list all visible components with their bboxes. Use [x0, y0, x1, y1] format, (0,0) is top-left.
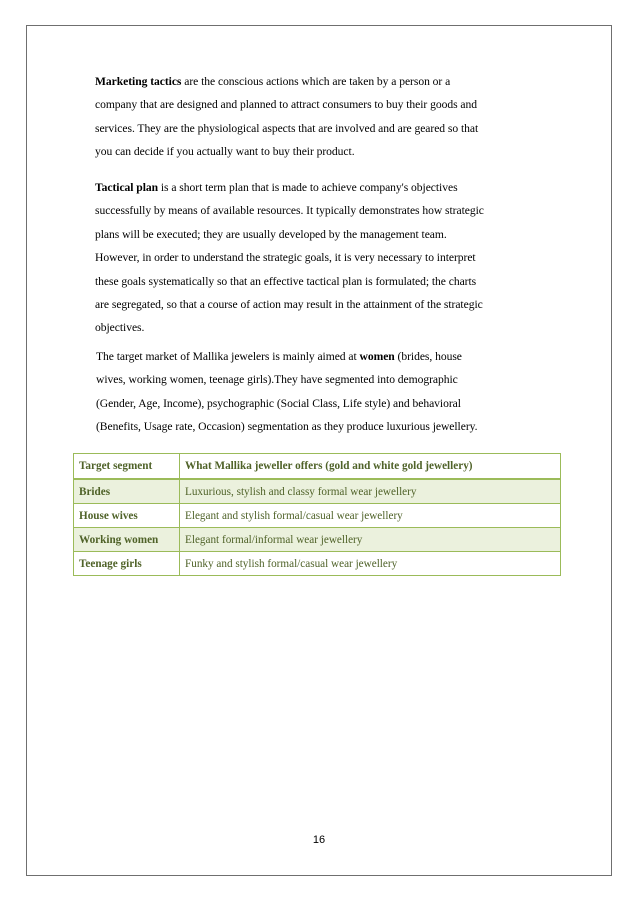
header-target-segment: Target segment [74, 454, 180, 480]
segment-table [73, 453, 561, 576]
paragraph-target-market [96, 345, 546, 439]
paragraph-text: (Benefits, Usage rate, Occasion) segmentation as they produce luxurious jewellery. [96, 420, 478, 434]
segment-cell: Brides [74, 479, 180, 504]
term-marketing-tactics: Marketing tactics [95, 75, 182, 88]
paragraph-text: plans will be executed; they are usually developed by the management team. [95, 227, 447, 241]
table-header-row [74, 454, 561, 480]
paragraph-marketing-tactics [95, 70, 545, 164]
paragraph-text: you can decide if you actually want to buy their product. [95, 145, 355, 159]
offer-cell: Elegant formal/informal wear jewellery [180, 528, 561, 552]
paragraph-text: is a short term plan that is made to achieve company's objectives [158, 181, 458, 194]
paragraph-text: company that are designed and planned to attract consumers to buy their goods and [95, 98, 477, 112]
offer-cell: Luxurious, stylish and classy formal wear jewellery [180, 479, 561, 504]
segment-cell: Working women [74, 528, 180, 552]
table-row [74, 479, 561, 504]
table-row [74, 528, 561, 552]
term-women: women [359, 350, 395, 363]
term-tactical-plan: Tactical plan [95, 181, 159, 194]
segment-cell: Teenage girls [74, 552, 180, 576]
paragraph-text: wives, working women, teenage girls).They have segmented into demographic [96, 373, 458, 387]
header-offer: What Mallika jeweller offers (gold and white gold jewellery) [180, 454, 561, 480]
page-number: 16 [312, 834, 326, 846]
paragraph-text: are the conscious actions which are taken by a person or a [181, 75, 451, 88]
paragraph-text: The target market of Mallika jewelers is mainly aimed at [96, 350, 360, 363]
offer-cell: Funky and stylish formal/casual wear jewellery [180, 552, 561, 576]
table-row [74, 504, 561, 528]
table-row [74, 552, 561, 576]
paragraph-text: are segregated, so that a course of action may result in the attainment of the strategic [95, 298, 483, 312]
paragraph-text: services. They are the physiological aspects that are involved and are geared so that [95, 121, 479, 135]
offer-cell: Elegant and stylish formal/casual wear jewellery [180, 504, 561, 528]
paragraph-text: (Gender, Age, Income), psychographic (Social Class, Life style) and behavioral [96, 396, 461, 410]
paragraph-text: these goals systematically so that an effective tactical plan is formulated; the charts [95, 274, 477, 288]
segment-cell: House wives [74, 504, 180, 528]
paragraph-text: However, in order to understand the strategic goals, it is very necessary to interpret [95, 251, 476, 265]
paragraph-text: successfully by means of available resources. It typically demonstrates how strategic [95, 204, 484, 218]
paragraph-text: objectives. [95, 321, 145, 335]
paragraph-text: (brides, house [394, 350, 462, 363]
paragraph-tactical-plan [95, 176, 545, 340]
